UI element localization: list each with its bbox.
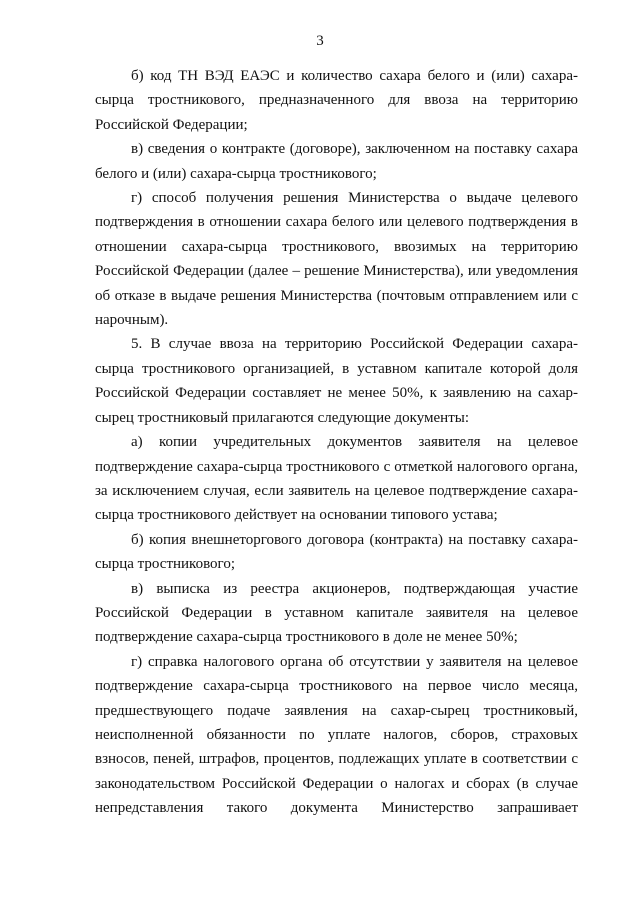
paragraph-a-founding-documents: а) копии учредительных документов заявителя на целевое подтверждение сахара-сырца тростникового с отметкой налогового органа, за исключением случая, если заявитель на целевое подтверждение сахара-сырца тростникового действует на основании типового устава;	[95, 434, 578, 524]
paragraph-b-trade-contract: б) копия внешнеторгового договора (контракта) на поставку сахара-сырца тростникового;	[95, 531, 578, 573]
paragraph-g-decision-method: г) способ получения решения Министерства о выдаче целевого подтверждения в отношении сахара белого или целевого подтверждения в отношении сахара-сырца тростникового, ввозимых на территорию Российской Федерации (далее – решение Министерства), или уведомления об отказе в выдаче решения Министерства (почтовым отправлением или с нарочным).	[95, 190, 578, 329]
paragraph-5-import-documents: 5. В случае ввоза на территорию Российской Федерации сахара-сырца тростникового организацией, в уставном капитале которой доля Российской Федерации составляет не менее 50%, к заявлению на сахар-сырец тростниковый прилагаются следующие документы:	[95, 336, 578, 426]
document-body	[95, 64, 578, 821]
page-number: 3	[316, 33, 324, 49]
paragraph-b-tn-ved-code: б) код ТН ВЭД ЕАЭС и количество сахара белого и (или) сахара-сырца тростникового, предназначенного для ввоза на территорию Российской Федерации;	[95, 68, 578, 133]
paragraph-v-shareholder-register: в) выписка из реестра акционеров, подтверждающая участие Российской Федерации в уставном капитале заявителя на целевое подтверждение сахара-сырца тростникового в доле не менее 50%;	[95, 580, 578, 646]
paragraph-v-contract-info: в) сведения о контракте (договоре), заключенном на поставку сахара белого и (или) сахара-сырца тростникового;	[95, 141, 578, 182]
paragraph-g-tax-certificate: г) справка налогового органа об отсутствии у заявителя на целевое подтверждение сахара-сырца тростникового на первое число месяца, предшествующего подаче заявления на сахар-сырец тростниковый, неисполненной обязанности по уплате налогов, сборов, страховых взносов, пеней, штрафов, процентов, подлежащих уплате в соответствии с законодательством Российской Федерации о налогах и сборах (в случае непредставления такого документа Министерство запрашивает	[95, 653, 578, 817]
